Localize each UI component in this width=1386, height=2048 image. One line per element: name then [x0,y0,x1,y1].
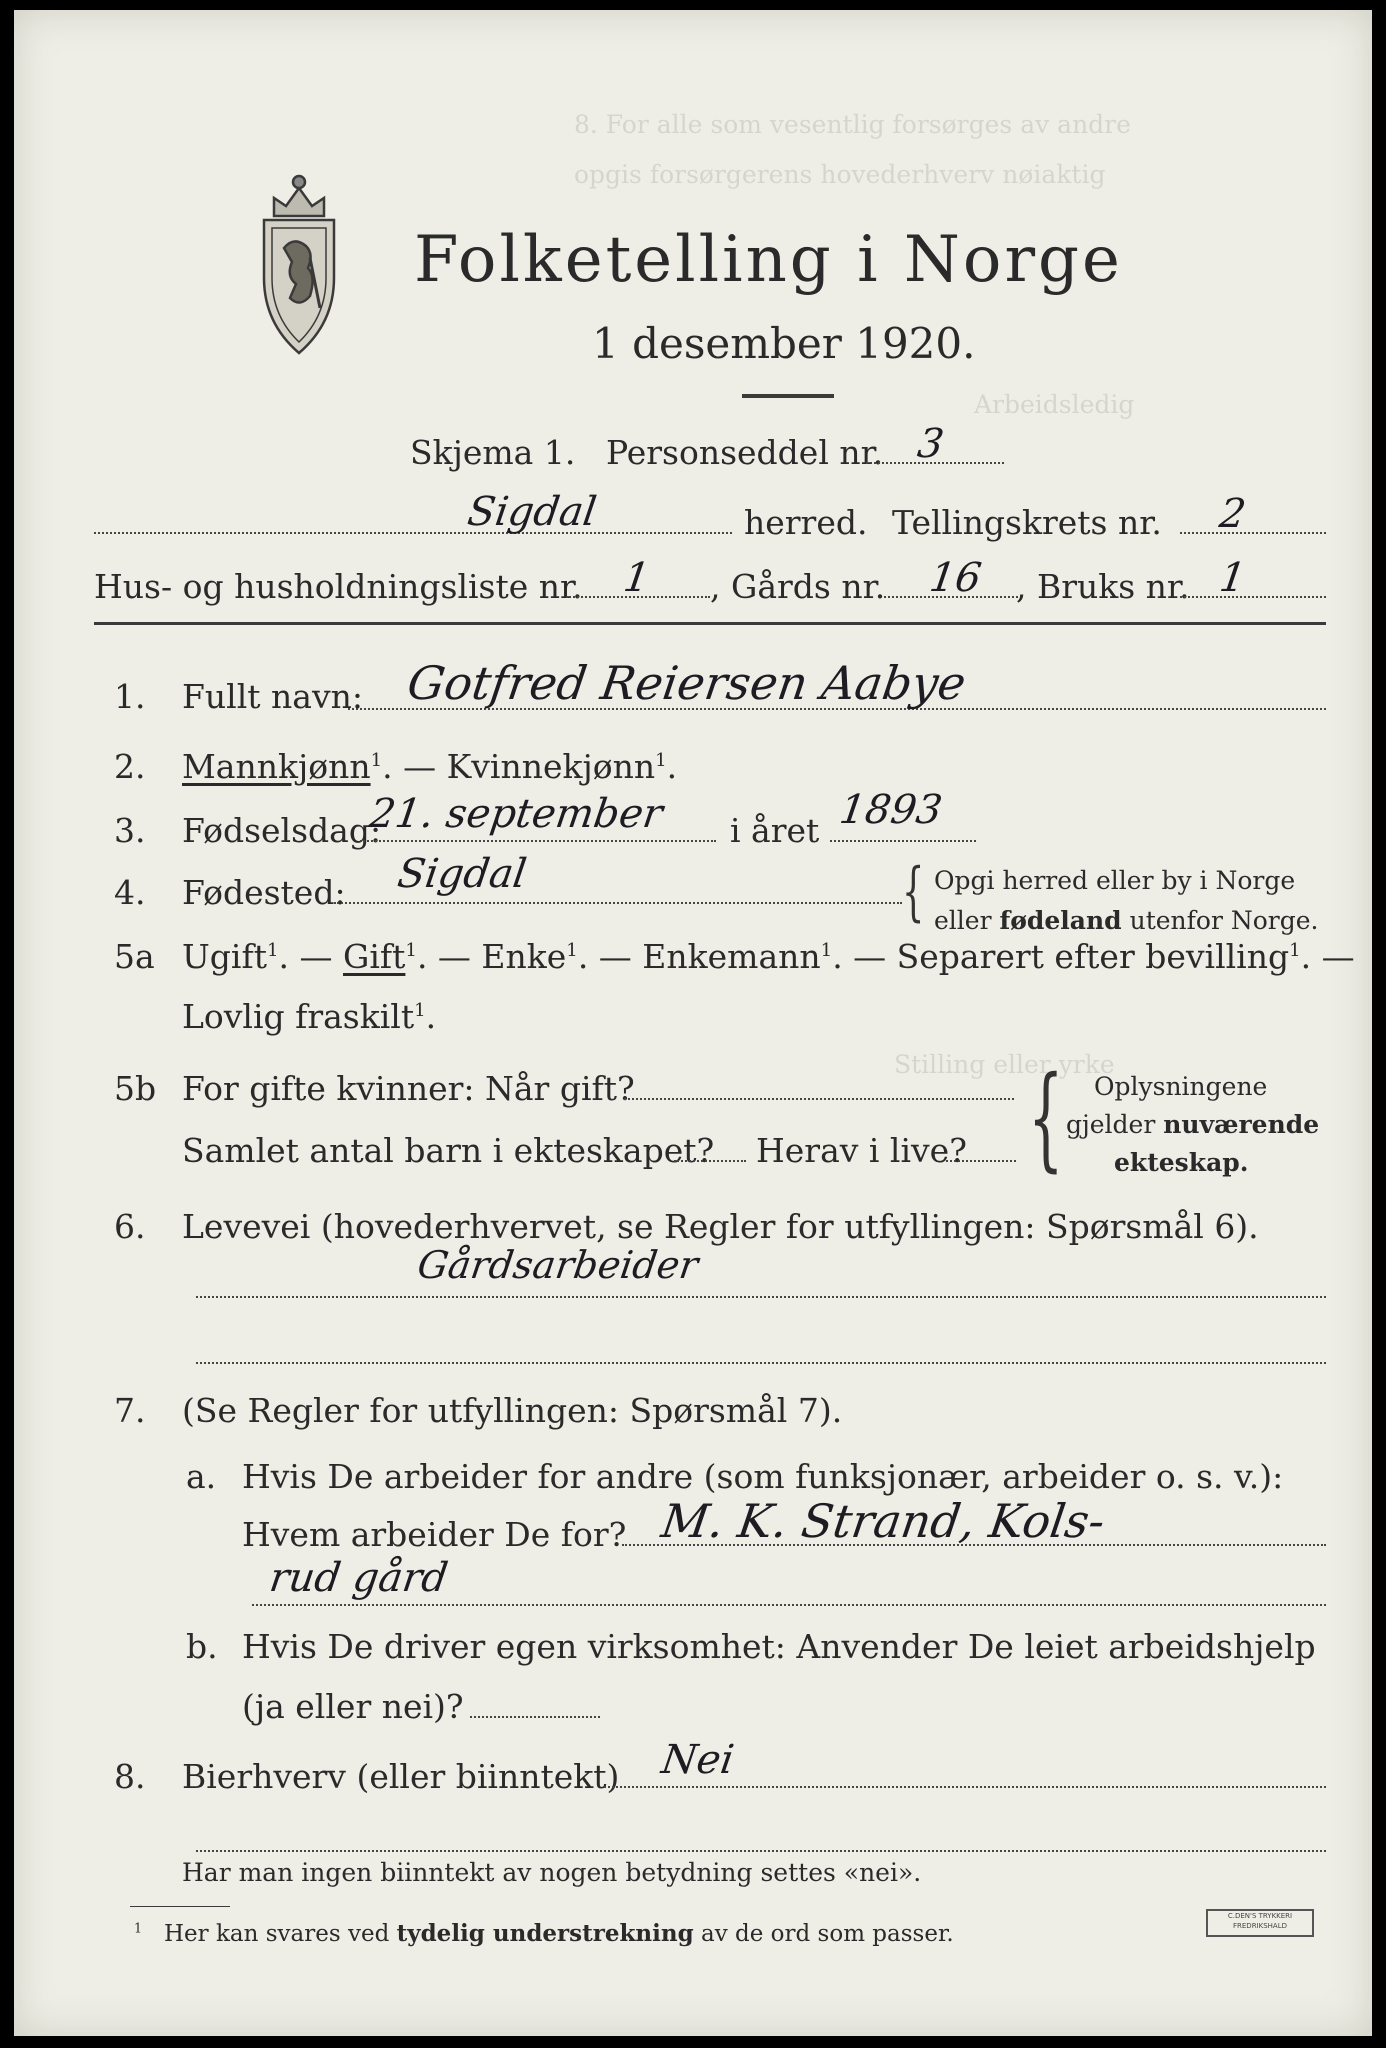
q6-occupation: Gårdsarbeider [414,1243,701,1287]
q4-field [334,902,902,904]
census-form-page [14,10,1372,2036]
q3-day-field [360,840,716,842]
q8-field [604,1786,1326,1788]
q5b-married-field [624,1098,1014,1100]
q6-number: 6. [114,1207,146,1246]
q5b-note-line2: gjelder nuværende [1066,1110,1320,1139]
q6-field-line2 [196,1362,1326,1364]
q4-birthplace: Sigdal [394,851,530,897]
q5b-married-when: For gifte kvinner: Når gift? [182,1069,635,1108]
q3-label: Fødselsdag: [182,811,382,850]
q5a-number: 5a [114,937,155,976]
q7b-answer-label: (ja eller nei)? [242,1687,464,1726]
title-rule [742,394,834,398]
q3-year-label: i året [730,811,820,850]
husliste-value: 1 [620,555,653,601]
q1-label: Fullt navn: [182,677,363,716]
q5b-alive-label: Herav i live? [756,1131,967,1170]
q7b-letter: b. [186,1627,218,1666]
q7a-employer-value: M. K. Strand, Kols- [658,1494,1109,1548]
bleed-through-text: opgis forsørgerens hovederhverv nøiaktig [574,160,1106,189]
q6-field-line1 [196,1296,1326,1298]
q3-number: 3. [114,811,146,850]
bleed-through-text: Arbeidsledig [974,390,1135,419]
q7a-question: Hvis De arbeider for andre (som funksjonær, arbeider o. s. v.): [242,1457,1284,1496]
footer-note: Har man ingen biinntekt av nogen betydning settes «nei». [182,1858,922,1887]
q7-label: (Se Regler for utfyllingen: Spørsmål 7). [182,1391,843,1430]
bleed-through-text: 8. For alle som vesentlig forsørges av andre [574,110,1131,139]
q7-number: 7. [114,1391,146,1430]
q3-birth-year: 1893 [836,787,946,833]
gards-value: 16 [926,555,985,601]
q8-number: 8. [114,1757,146,1796]
q8-field-line2 [196,1850,1326,1852]
q4-note-line1: Opgi herred eller by i Norge [934,866,1296,895]
q2-mann-underlined: Mannkjønn [182,747,371,786]
q5b-alive-field [946,1160,1016,1162]
q7a-employer-value-cont: rud gård [266,1555,451,1601]
q7b-answer-field [470,1716,600,1718]
herred-field [94,532,732,534]
q6-label: Levevei (hovederhvervet, se Regler for utfyllingen: Spørsmål 6). [182,1207,1259,1246]
q5b-brace: { [1028,1053,1064,1183]
herred-label: herred. [744,503,868,542]
q8-value: Nei [658,1737,737,1783]
q1-full-name: Gotfred Reiersen Aabye [404,656,970,710]
q5b-children-total: Samlet antal barn i ekteskapet? [182,1131,715,1170]
q8-label: Bierhverv (eller biinntekt) [182,1757,620,1796]
printer-stamp: C.DEN'S TRYKKERI FREDRIKSHALD [1206,1909,1314,1937]
q7a-employer-field-cont [252,1604,1326,1606]
q3-year-field [830,840,976,842]
q7a-employer-label: Hvem arbeider De for? [242,1515,627,1554]
q2-sex-options: Mannkjønn$^1$. — Kvinnekjønn$^1$. [182,747,678,786]
q5a-line2: Lovlig fraskilt$^1$. [182,997,437,1036]
herred-value: Sigdal [464,489,600,535]
bruks-field [1180,596,1326,598]
q5b-note-line3: ekteskap. [1114,1148,1249,1177]
q5a-gift-underlined: Gift [343,937,406,976]
q5b-children-field [674,1160,746,1162]
q7a-letter: a. [186,1457,217,1496]
q5b-number: 5b [114,1069,157,1108]
q4-brace: { [902,855,925,929]
gards-label: , Gårds nr. [710,567,886,606]
footnote: $^1$ Her kan svares ved tydelig understrekning av de ord som passer. [134,1920,954,1947]
tellingskrets-field [1180,532,1326,534]
q2-number: 2. [114,747,146,786]
header-divider [94,622,1326,625]
q4-note-line2: eller fødeland utenfor Norge. [934,906,1319,935]
q1-number: 1. [114,677,146,716]
schema-label: Skjema 1. [410,433,576,472]
coat-of-arms-icon [244,158,354,358]
q3-birth-date: 21. september [366,791,666,837]
census-date: 1 desember 1920. [592,319,976,368]
q7b-question: Hvis De driver egen virksomhet: Anvender De leiet arbeidshjelp [242,1627,1316,1666]
q5b-note-line1: Oplysningene [1094,1072,1268,1101]
bleed-through-text: Stilling eller yrke [894,1050,1115,1079]
q4-number: 4. [114,873,146,912]
tellingskrets-label: Tellingskrets nr. [892,503,1162,542]
tellingskrets-value: 2 [1216,491,1249,537]
bruks-label: , Bruks nr. [1016,567,1190,606]
q4-label: Fødested: [182,873,346,912]
personseddel-value: 3 [914,421,947,467]
husliste-label: Hus- og husholdningsliste nr. [94,567,583,606]
form-title: Folketelling i Norge [414,223,1123,297]
footnote-rule [130,1906,230,1907]
personseddel-label: Personseddel nr. [606,433,884,472]
bruks-value: 1 [1216,555,1249,601]
q5a-marital-options: Ugift$^1$. — Gift$^1$. — Enke$^1$. — Enkemann$^1$. — Separert efter bevilling$^1$. — [182,937,1355,976]
